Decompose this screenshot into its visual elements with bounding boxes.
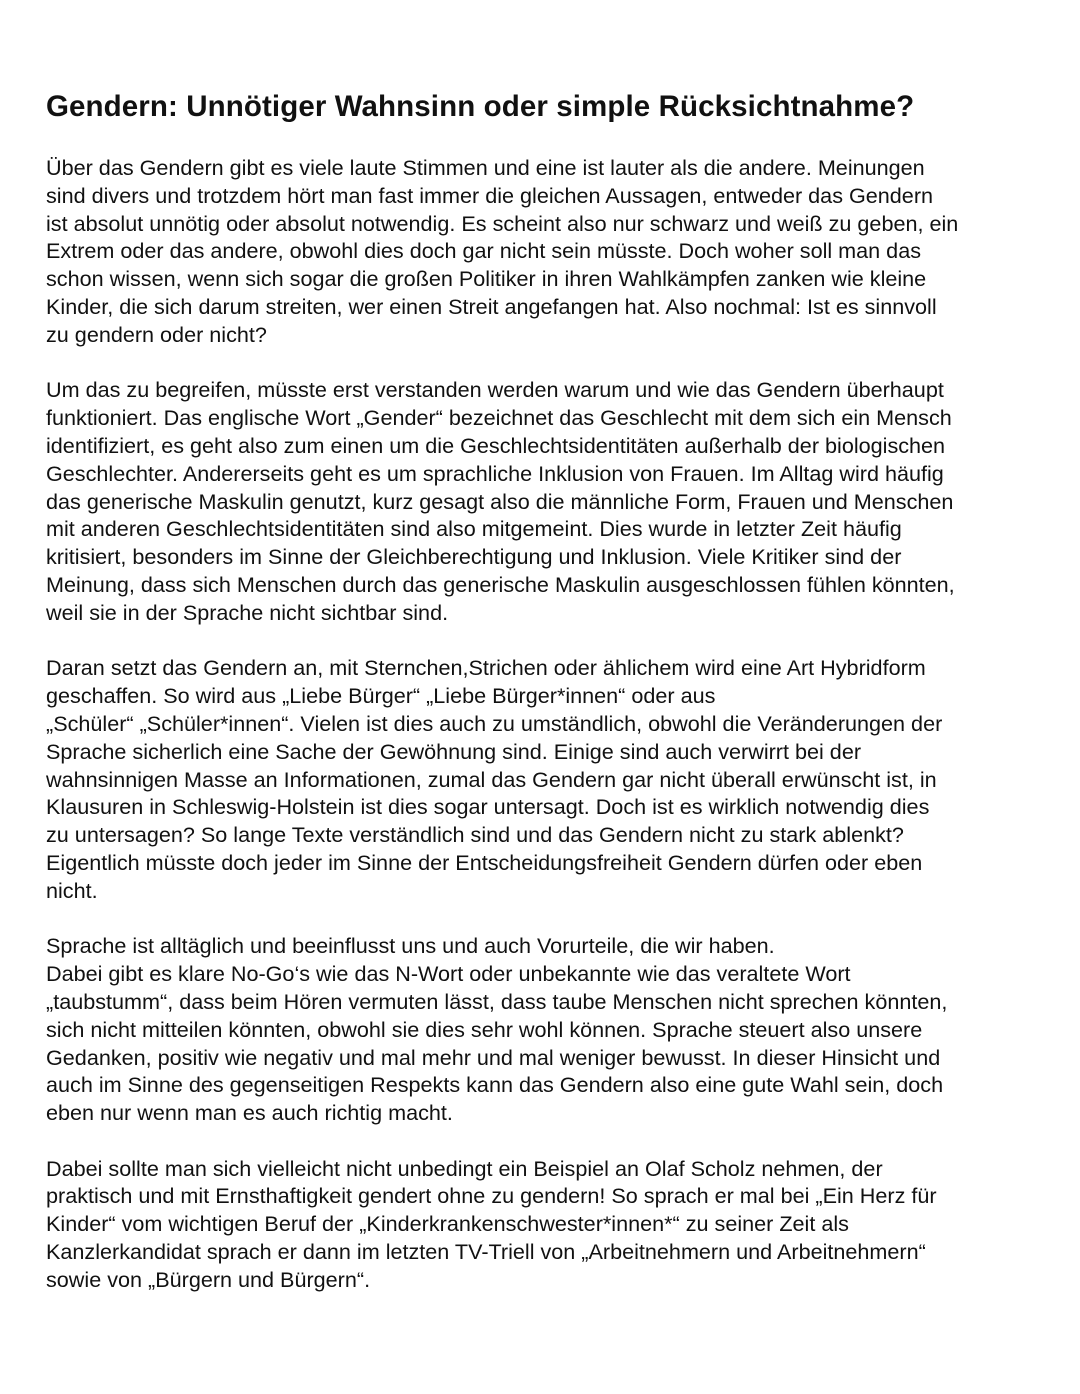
text-line: sowie von „Bürgern und Bürgern“. (46, 1266, 371, 1292)
text-line: Meinung, dass sich Menschen durch das generische Maskulin ausgeschlossen fühlen könnten, (46, 571, 955, 597)
text-line: identifiziert, es geht also zum einen um die Geschlechtsidentitäten außerhalb der biologischen (46, 432, 946, 458)
text-line: Kinder, die sich darum streiten, wer einen Streit angefangen hat. Also nochmal: Ist es sinnvoll (46, 293, 937, 319)
text-line: weil sie in der Sprache nicht sichtbar sind. (46, 599, 449, 625)
text-line: sich nicht mitteilen könnten, obwohl sie dies sehr wohl können. Sprache steuert also unsere (46, 1016, 923, 1042)
text-line: mit anderen Geschlechtsidentitäten sind also mitgemeint. Dies wurde in letzter Zeit häufig (46, 516, 902, 542)
text-line: auch im Sinne des gegenseitigen Respekts kann das Gendern also eine gute Wahl sein, doch (46, 1072, 944, 1098)
text-line: das generische Maskulin genutzt, kurz gesagt also die männliche Form, Frauen und Menschen (46, 488, 954, 514)
text-line: Klausuren in Schleswig-Holstein ist dies sogar untersagt. Doch ist es wirklich notwendig dies (46, 794, 930, 820)
document-page (46, 88, 1046, 1321)
document-body (46, 154, 1046, 1294)
paragraph-4 (46, 932, 1046, 1127)
paragraph-2 (46, 376, 1046, 626)
text-line: wahnsinnigen Masse an Informationen, zumal das Gendern gar nicht überall erwünscht ist, in (46, 766, 937, 792)
text-line: funktioniert. Das englische Wort „Gender“ bezeichnet das Geschlecht mit dem sich ein Mensch (46, 405, 952, 431)
text-line: schon wissen, wenn sich sogar die großen Politiker in ihren Wahlkämpfen zanken wie kleine (46, 266, 927, 292)
text-line: geschaffen. So wird aus „Liebe Bürger“ „Liebe Bürger*innen“ oder aus (46, 683, 716, 709)
text-line: kritisiert, besonders im Sinne der Gleichberechtigung und Inklusion. Viele Kritiker sind der (46, 544, 902, 570)
text-line: Über das Gendern gibt es viele laute Stimmen und eine ist lauter als die andere. Meinungen (46, 155, 925, 180)
text-line: praktisch und mit Ernsthaftigkeit gendert ohne zu gendern! So sprach er mal bei „Ein Herz für (46, 1183, 937, 1209)
document-title: Gendern: Unnötiger Wahnsinn oder simple Rücksichtnahme? (46, 90, 915, 123)
text-line: nicht. (46, 877, 98, 903)
text-line: Eigentlich müsste doch jeder im Sinne der Entscheidungsfreiheit Gendern dürfen oder eben (46, 849, 923, 875)
text-line: „taubstumm“, dass beim Hören vermuten lässt, dass taube Menschen nicht sprechen könnten, (46, 988, 948, 1014)
text-line: zu untersagen? So lange Texte verständlich sind und das Gendern nicht zu stark ablenkt? (46, 822, 904, 848)
text-line: zu gendern oder nicht? (46, 321, 267, 347)
paragraph-1 (46, 154, 1046, 349)
text-line: Geschlechter. Andererseits geht es um sprachliche Inklusion von Frauen. Im Alltag wird häufig (46, 460, 944, 486)
text-line: ist absolut unnötig oder absolut notwendig. Es scheint also nur schwarz und weiß zu geben, ein (46, 210, 959, 236)
paragraph-5 (46, 1155, 1046, 1294)
text-line: eben nur wenn man es auch richtig macht. (46, 1100, 453, 1126)
text-line: sind divers und trotzdem hört man fast immer die gleichen Aussagen, entweder das Gendern (46, 182, 934, 208)
text-line: Gedanken, positiv wie negativ und mal mehr und mal weniger bewusst. In dieser Hinsicht und (46, 1044, 941, 1070)
text-line: Sprache ist alltäglich und beeinflusst uns und auch Vorurteile, die wir haben. (46, 933, 775, 959)
text-line: Extrem oder das andere, obwohl dies doch gar nicht sein müsste. Doch woher soll man das (46, 238, 922, 264)
text-line: „Schüler“ „Schüler*innen“. Vielen ist dies auch zu umständlich, obwohl die Veränderungen der (46, 710, 943, 736)
text-line: Kinder“ vom wichtigen Beruf der „Kinderkrankenschwester*innen*“ zu seiner Zeit als (46, 1211, 849, 1237)
text-line: Dabei sollte man sich vielleicht nicht unbedingt ein Beispiel an Olaf Scholz nehmen, der (46, 1155, 883, 1181)
paragraph-3 (46, 654, 1046, 904)
text-line: Um das zu begreifen, müsste erst verstanden werden warum und wie das Gendern überhaupt (46, 377, 944, 403)
text-line: Daran setzt das Gendern an, mit Sternchen,Strichen oder ählichem wird eine Art Hybridform (46, 655, 926, 681)
text-line: Dabei gibt es klare No-Go‘s wie das N-Wort oder unbekannte wie das veraltete Wort (46, 961, 851, 987)
text-line: Sprache sicherlich eine Sache der Gewöhnung sind. Einige sind auch verwirrt bei der (46, 738, 862, 764)
text-line: Kanzlerkandidat sprach er dann im letzten TV-Triell von „Arbeitnehmern und Arbeitnehmern“ (46, 1239, 926, 1265)
